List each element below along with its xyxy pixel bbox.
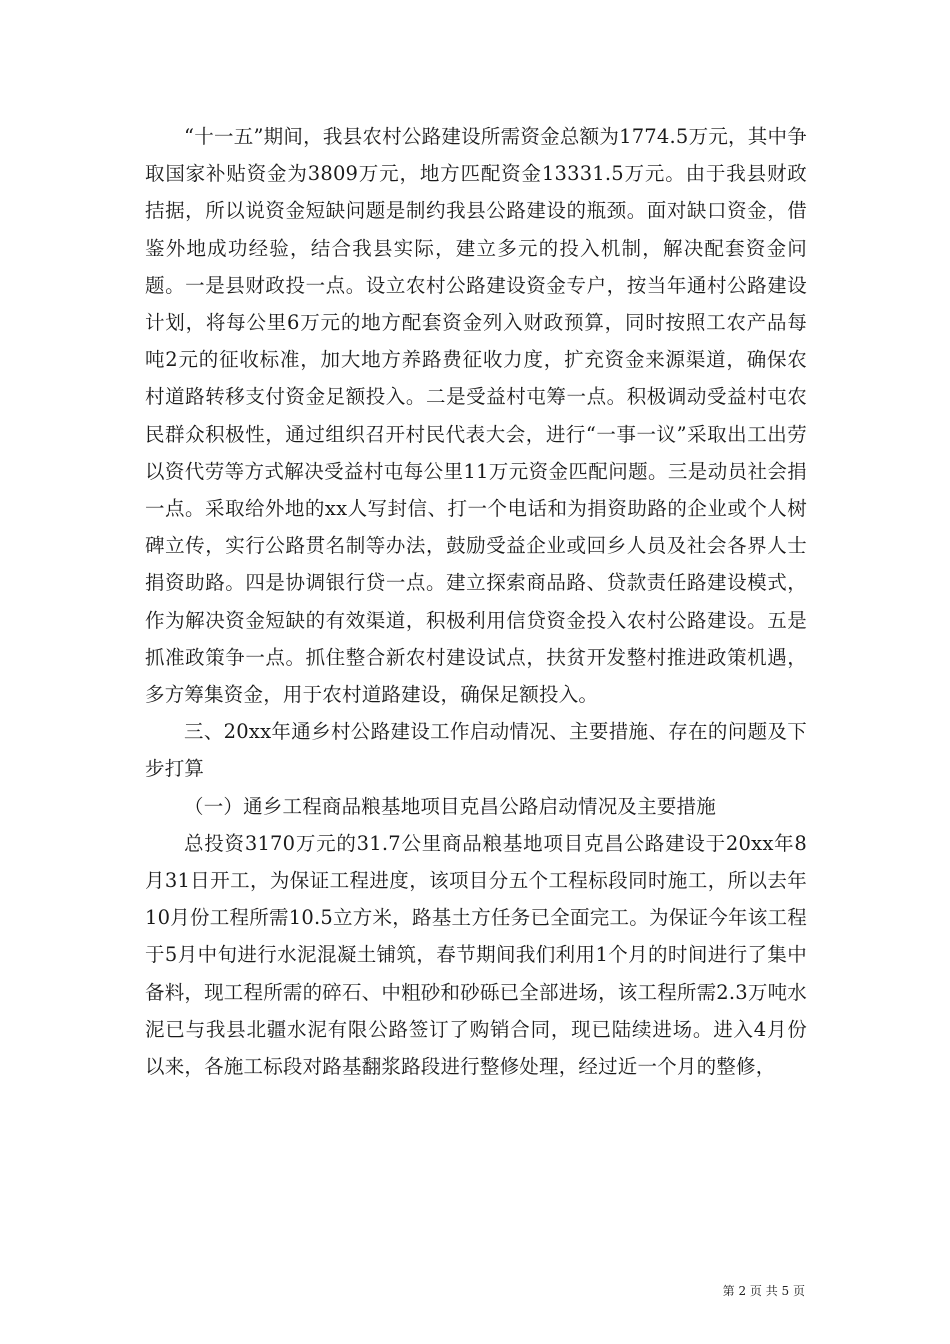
section-heading-three: 三、20xx年通乡村公路建设工作启动情况、主要措施、存在的问题及下步打算 (145, 720, 807, 781)
document-body (145, 118, 807, 1085)
paragraph-funding: “十一五”期间，我县农村公路建设所需资金总额为1774.5万元，其中争取国家补贴资金为3809万元，地方匹配资金13331.5万元。由于我县财政拮据，所以说资金短缺问题是制约我县公路建设的瓶颈。面对缺口资金，借鉴外地成功经验，结合我县实际，建立多元的投入机制，解决配套资金问题。一是县财政投一点。设立农村公路建设资金专户，按当年通村公路建设计划，将每公里6万元的地方配套资金列入财政预算，同时按照工农产品每吨2元的征收标准，加大地方养路费征收力度，扩充资金来源渠道，确保农村道路转移支付资金足额投入。二是受益村屯筹一点。积极调动受益村屯农民群众积极性，通过组织召开村民代表大会，进行“一事一议”采取出工出劳以资代劳等方式解决受益村屯每公里11万元资金匹配问题。三是动员社会捐一点。采取给外地的xx人写封信、打一个电话和为捐资助路的企业或个人树碑立传，实行公路贯名制等办法，鼓励受益企业或回乡人员及社会各界人士捐资助路。四是协调银行贷一点。建立探索商品路、贷款责任路建设模式，作为解决资金短缺的有效渠道，积极利用信贷资金投入农村公路建设。五是抓准政策争一点。抓住整合新农村建设试点，扶贫开发整村推进政策机遇，多方筹集资金，用于农村道路建设，确保足额投入。 (145, 125, 807, 707)
page-number-footer: 第 2 页 共 5 页 (722, 1284, 805, 1298)
paragraph-kechang-road: 总投资3170万元的31.7公里商品粮基地项目克昌公路建设于20xx年8月31日开工，为保证工程进度，该项目分五个工程标段同时施工，所以去年10月份工程所需10.5立方米，路基土方任务已全面完工。为保证今年该工程于5月中旬进行水泥混凝土铺筑，春节期间我们利用1个月的时间进行了集中备料，现工程所需的碎石、中粗砂和砂砾已全部进场，该工程所需2.3万吨水泥已与我县北疆水泥有限公路签订了购销合同，现已陆续进场。进入4月份以来，各施工标段对路基翻浆路段进行整修处理，经过近一个月的整修， (145, 831, 808, 1079)
subsection-heading-one: （一）通乡工程商品粮基地项目克昌公路启动情况及主要措施 (184, 794, 716, 818)
